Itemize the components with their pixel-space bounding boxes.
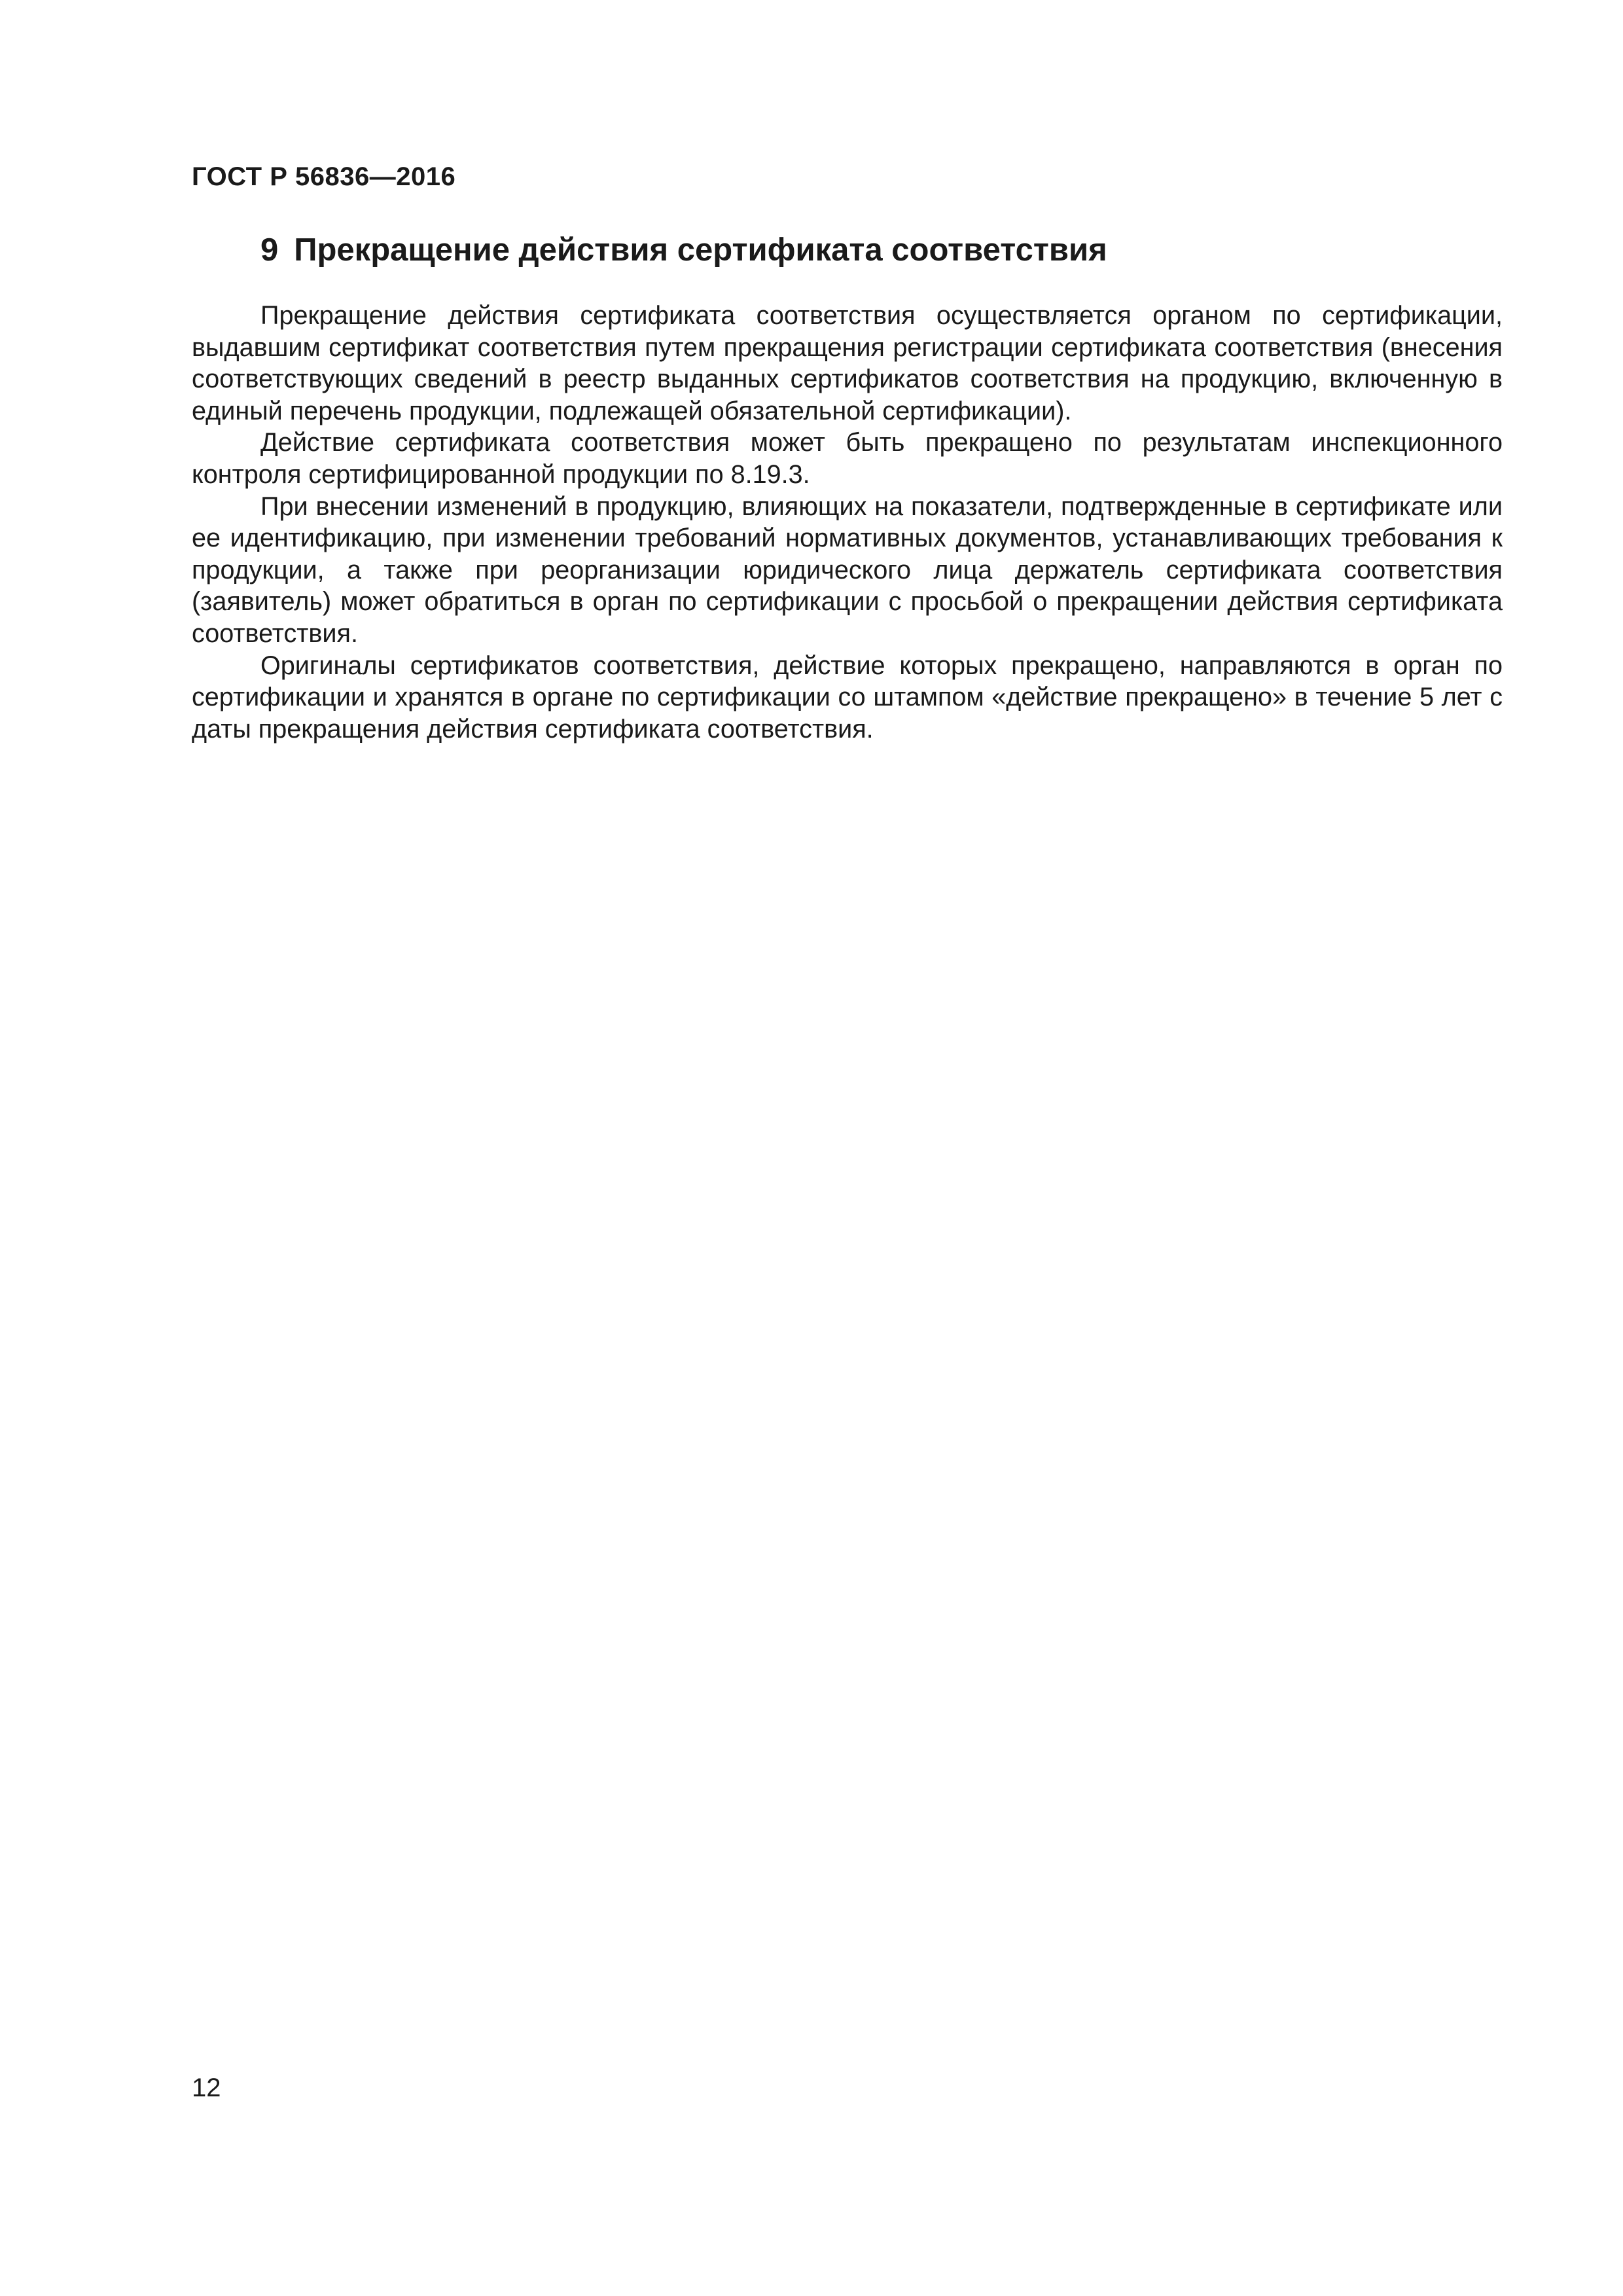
page-number: 12 [192, 2073, 221, 2102]
section-heading [260, 230, 1107, 270]
paragraph: Действие сертификата соответствия может быть прекращено по результатам инспекционного контроля сертифицированной продукции по 8.19.3. [192, 428, 1503, 489]
section-title: Прекращение действия сертификата соответствия [294, 232, 1107, 268]
section-body [192, 300, 1503, 745]
standard-designation: ГОСТ Р 56836—2016 [192, 162, 456, 191]
paragraph: Прекращение действия сертификата соответствия осуществляется органом по сертификации, выдавшим сертификат соответствия путем прекращения регистрации сертификата соответствия (внесения соответствующих сведений в реестр выданных сертификатов соответствия на продукцию, включенную в единый перечень продукции, подлежащей обязательной сертификации). [192, 301, 1503, 425]
section-number: 9 [260, 232, 279, 268]
paragraph: При внесении изменений в продукцию, влияющих на показатели, подтвержденные в сертификате или ее идентификацию, при изменении требований нормативных документов, устанавливающих требования к продукции, а также при реорганизации юридического лица держатель сертификата соответствия (заявитель) может обратиться в орган по сертификации с просьбой о прекращении действия сертификата соответствия. [192, 492, 1503, 648]
paragraph: Оригиналы сертификатов соответствия, действие которых прекращено, направляются в орган по сертификации и хранятся в органе по сертификации со штампом «действие прекращено» в течение 5 лет с даты прекращения действия сертификата соответствия. [192, 651, 1503, 744]
